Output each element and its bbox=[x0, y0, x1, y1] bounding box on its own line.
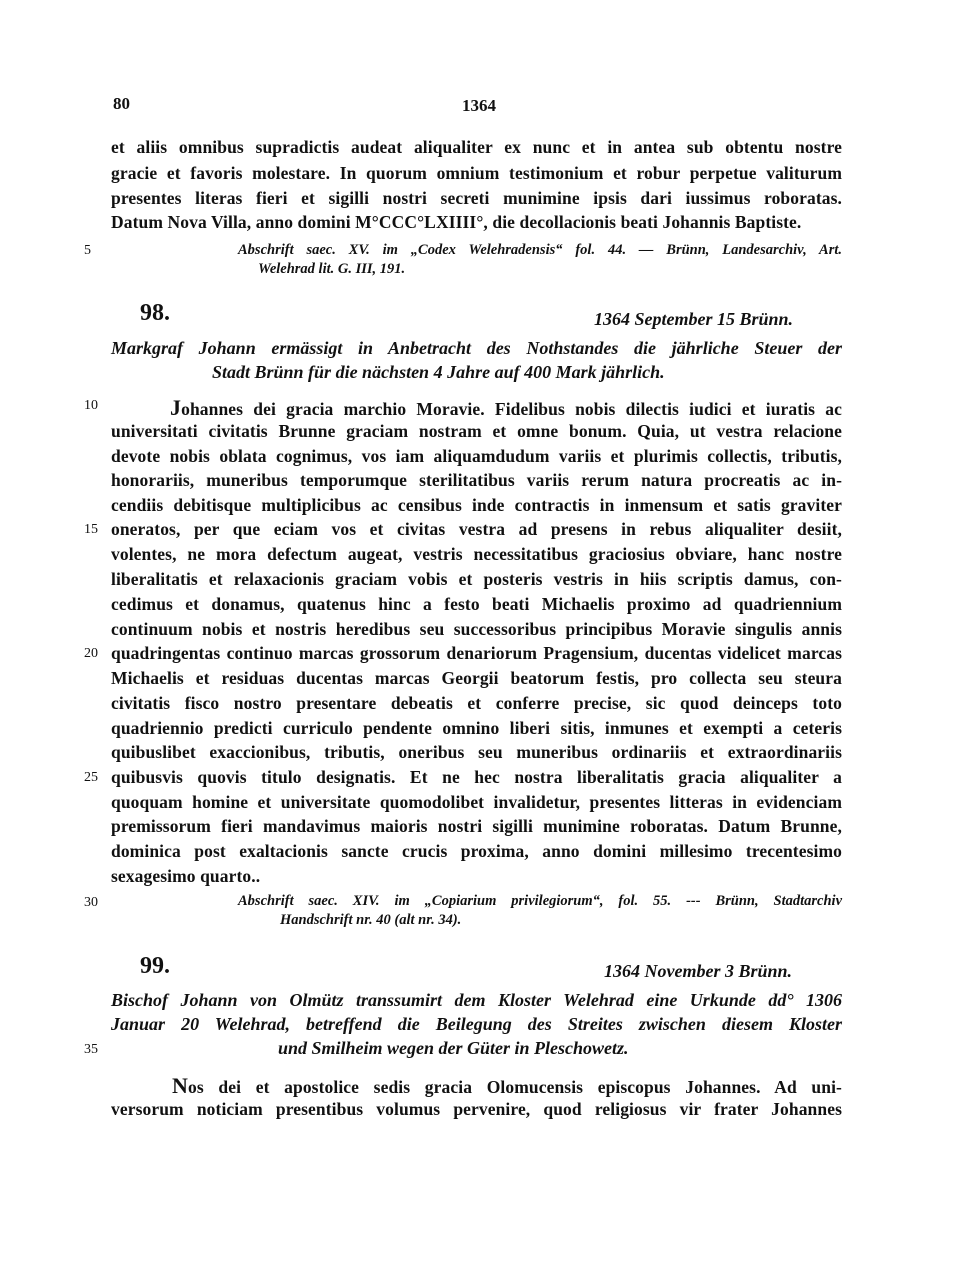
text-line: volentes, ne mora defectum augeat, vestris necessitatibus graciosius obviare, hanc nostre bbox=[111, 544, 842, 564]
text-line-rest: os dei et apostolice sedis gracia Olomucensis episcopus Johannes. Ad uni- bbox=[188, 1077, 842, 1097]
regest-line: und Smilheim wegen der Güter in Pleschowetz. bbox=[278, 1038, 629, 1058]
text-line: quoquam homine et universitate quomodolibet invalidetur, presentes litteras in evidenciam bbox=[111, 792, 842, 812]
text-line: gracie et favoris molestare. In quorum omnium testimonium et robur perpetue valiturum bbox=[111, 163, 842, 183]
text-line: liberalitatis et relaxacionis graciam vobis et posteris vestris in hiis scriptis damus, con- bbox=[111, 569, 842, 589]
initial-letter: N bbox=[172, 1073, 188, 1098]
text-line: civitatis fisco nostro presentare debeatis et conferre precise, sic quod deinceps toto bbox=[111, 693, 842, 713]
text-line: versorum noticiam presentibus volumus pervenire, quod religiosus vir frater Johannes bbox=[111, 1099, 842, 1119]
document-number: 98. bbox=[140, 300, 170, 326]
regest-line: Januar 20 Welehrad, betreffend die Beilegung des Streites zwischen diesem Kloster bbox=[111, 1014, 842, 1034]
source-note: Welehrad lit. G. III, 191. bbox=[258, 261, 406, 277]
text-line: oneratos, per que eciam vos et civitas vestra ad presens in rebus aliqualiter desiit, bbox=[111, 519, 842, 539]
text-line: premissorum fieri mandavimus maioris nostri sigilli munimine roboratas. Datum Brunne, bbox=[111, 816, 842, 836]
page-number: 80 bbox=[113, 94, 130, 113]
text-line bbox=[170, 395, 842, 421]
text-line: honorariis, muneribus temporumque sterilitatibus variis rerum natura procreatis ac in- bbox=[111, 470, 842, 490]
margin-line-number: 35 bbox=[84, 1042, 98, 1057]
initial-letter: J bbox=[170, 395, 182, 420]
source-note: Handschrift nr. 40 (alt nr. 34). bbox=[280, 912, 462, 928]
text-line: Michaelis et residuas ducentas marcas Georgii beatorum festis, pro collecta seu steura bbox=[111, 668, 842, 688]
document-date: 1364 September 15 Brünn. bbox=[594, 309, 794, 329]
regest-line: Bischof Johann von Olmütz transsumirt dem Kloster Welehrad eine Urkunde dd° 1306 bbox=[111, 990, 842, 1010]
text-line: universitati civitatis Brunne graciam nostram et omne bonum. Quia, ut vestra relacione bbox=[111, 421, 842, 441]
margin-line-number: 30 bbox=[84, 895, 98, 910]
document-date: 1364 November 3 Brünn. bbox=[604, 961, 793, 981]
text-line: quadriennio predicti curriculo pendente omnino liberi sitis, inmunes et exempti a ceteris bbox=[111, 718, 842, 738]
margin-line-number: 15 bbox=[84, 522, 98, 537]
margin-line-number: 20 bbox=[84, 646, 98, 661]
text-line: quibuslibet exaccionibus, tributis, oneribus seu muneribus ordinariis et extraordinariis bbox=[111, 742, 842, 762]
running-header-year: 1364 bbox=[462, 96, 496, 115]
text-line: continuum nobis et nostris heredibus seu successoribus principibus Moravie singulis annis bbox=[111, 619, 842, 639]
margin-line-number: 25 bbox=[84, 770, 98, 785]
text-line: presentes literas fieri et sigilli nostri secreti munimine ipsis dari iussimus roboratas. bbox=[111, 188, 842, 208]
source-note: Abschrift saec. XV. im „Codex Welehradensis“ fol. 44. — Brünn, Landesarchiv, Art. bbox=[238, 242, 842, 258]
regest-line: Markgraf Johann ermässigt in Anbetracht des Nothstandes die jährliche Steuer der bbox=[111, 338, 842, 358]
text-line: dominica post exaltacionis sancte crucis proxima, anno domini millesimo trecentesimo bbox=[111, 841, 842, 861]
document-number: 99. bbox=[140, 953, 170, 979]
text-line: Datum Nova Villa, anno domini M°CCC°LXIIII°, die decollacionis beati Johannis Baptiste. bbox=[111, 212, 802, 232]
regest-line: Stadt Brünn für die nächsten 4 Jahre auf 400 Mark jährlich. bbox=[212, 362, 665, 382]
text-line: devote nobis oblata cognimus, vos iam aliquamdudum variis et plurimis collectis, tributis, bbox=[111, 446, 842, 466]
text-line: cedimus et donamus, quatenus hinc a festo beati Michaelis proximo ad quadriennium bbox=[111, 594, 842, 614]
text-line bbox=[172, 1073, 842, 1099]
margin-line-number: 10 bbox=[84, 398, 98, 413]
text-line: sexagesimo quarto.. bbox=[111, 866, 261, 886]
text-line-rest: ohannes dei gracia marchio Moravie. Fidelibus nobis dilectis iudici et iuratis ac bbox=[181, 399, 842, 419]
text-line: et aliis omnibus supradictis audeat aliqualiter ex nunc et in antea sub obtentu nostre bbox=[111, 137, 842, 157]
text-line: quibusvis quovis titulo designatis. Et ne hec nostra liberalitatis gracia aliqualiter a bbox=[111, 767, 842, 787]
source-note: Abschrift saec. XIV. im „Copiarium privilegiorum“, fol. 55. --- Brünn, Stadtarchiv bbox=[238, 893, 842, 909]
margin-line-number: 5 bbox=[84, 243, 91, 258]
text-line: cendiis debitisque multiplicibus ac censibus inde contractis in inmensum et satis graviter bbox=[111, 495, 842, 515]
text-line: quadringentas continuo marcas grossorum denariorum Pragensium, ducentas videlicet marcas bbox=[111, 643, 842, 663]
